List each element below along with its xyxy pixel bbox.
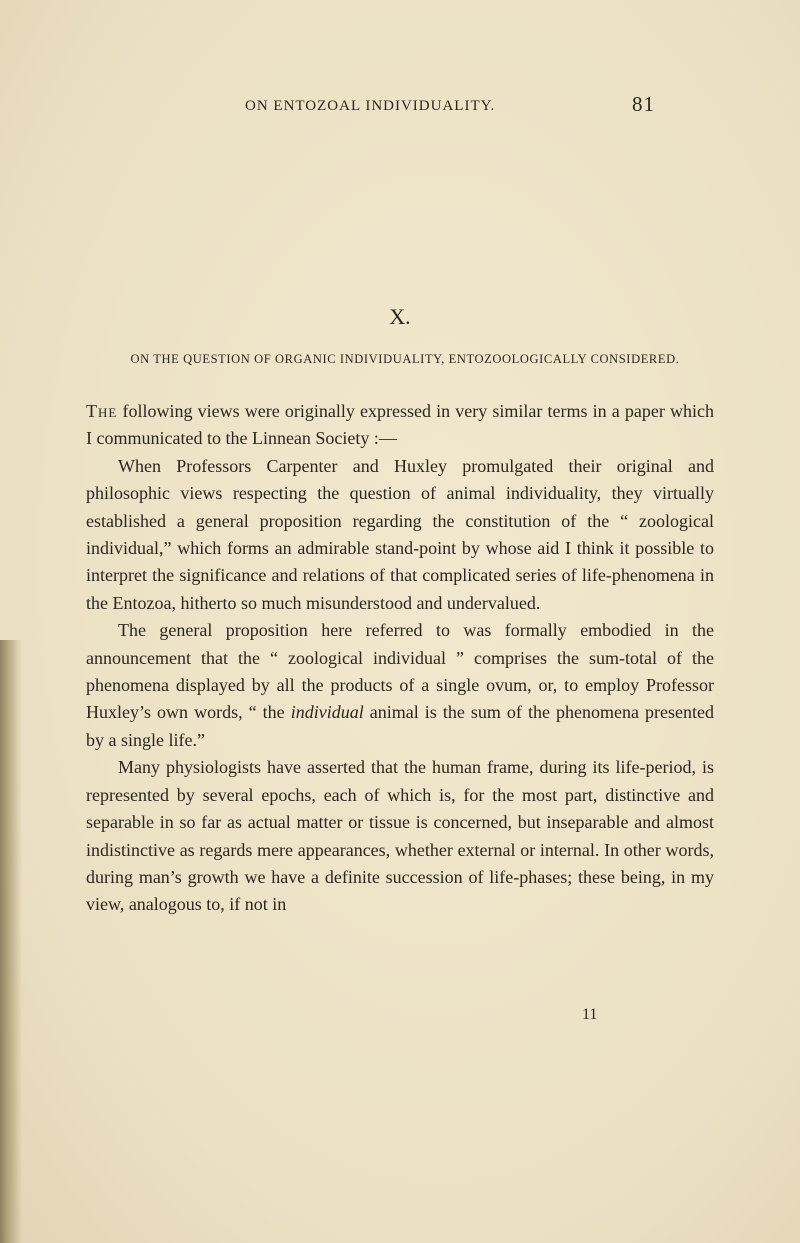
chapter-number: X. xyxy=(389,304,411,329)
italic-word: individual xyxy=(290,702,364,723)
paragraph-4: Many physiologists have asserted that the human frame, during its life-period, is represented by several epochs, each of which is, for the most part, distinctive and separable in so far as actual matter or tissue is concerned, but inseparable and almost indistinctive as regards mere appearances, whether external or internal. In other words, during man’s growth we have a definite succession of life-phases; these being, in my view, analogous to, if not in xyxy=(86,757,714,915)
signature-mark: 11 xyxy=(582,1006,598,1023)
body-text xyxy=(86,398,714,919)
binding-shadow xyxy=(0,640,22,1243)
paragraph-2: When Professors Carpenter and Huxley promulgated their original and philosophic views respecting the question of animal individuality, they virtually established a general proposition regarding the constitution of the “ zoological individual,” which forms an admirable stand-point by whose aid I think it possible to interpret the significance and relations of that complicated series of life-phenomena in the Entozoa, hitherto so much misunderstood and undervalued. xyxy=(86,455,714,613)
paragraph-1-text: following views were originally expressed in very similar terms in a paper which I communicated to the Linnean Society :— xyxy=(86,401,714,449)
chapter-heading: ON THE QUESTION OF ORGANIC INDIVIDUALITY, ENTOZOOLOGICALLY CONSIDERED. xyxy=(130,352,680,366)
lead-word: The xyxy=(86,401,118,421)
page-number: 81 xyxy=(632,92,655,116)
running-head-title: ON ENTOZOAL INDIVIDUALITY. xyxy=(245,98,496,114)
paragraph-3-text-a: The general proposition here referred to was formally embodied in the announcement that the “ zoological individual ” comprises the sum-total of the phenomena displayed by all the products of a single ovum, or, to employ Professor Huxley’s own words, “ the xyxy=(86,620,714,723)
paragraph-3 xyxy=(86,617,714,754)
paragraph-1 xyxy=(86,398,714,453)
paragraph-3-text-b: animal is the sum of the phenomena presented by a single life.” xyxy=(86,702,714,750)
